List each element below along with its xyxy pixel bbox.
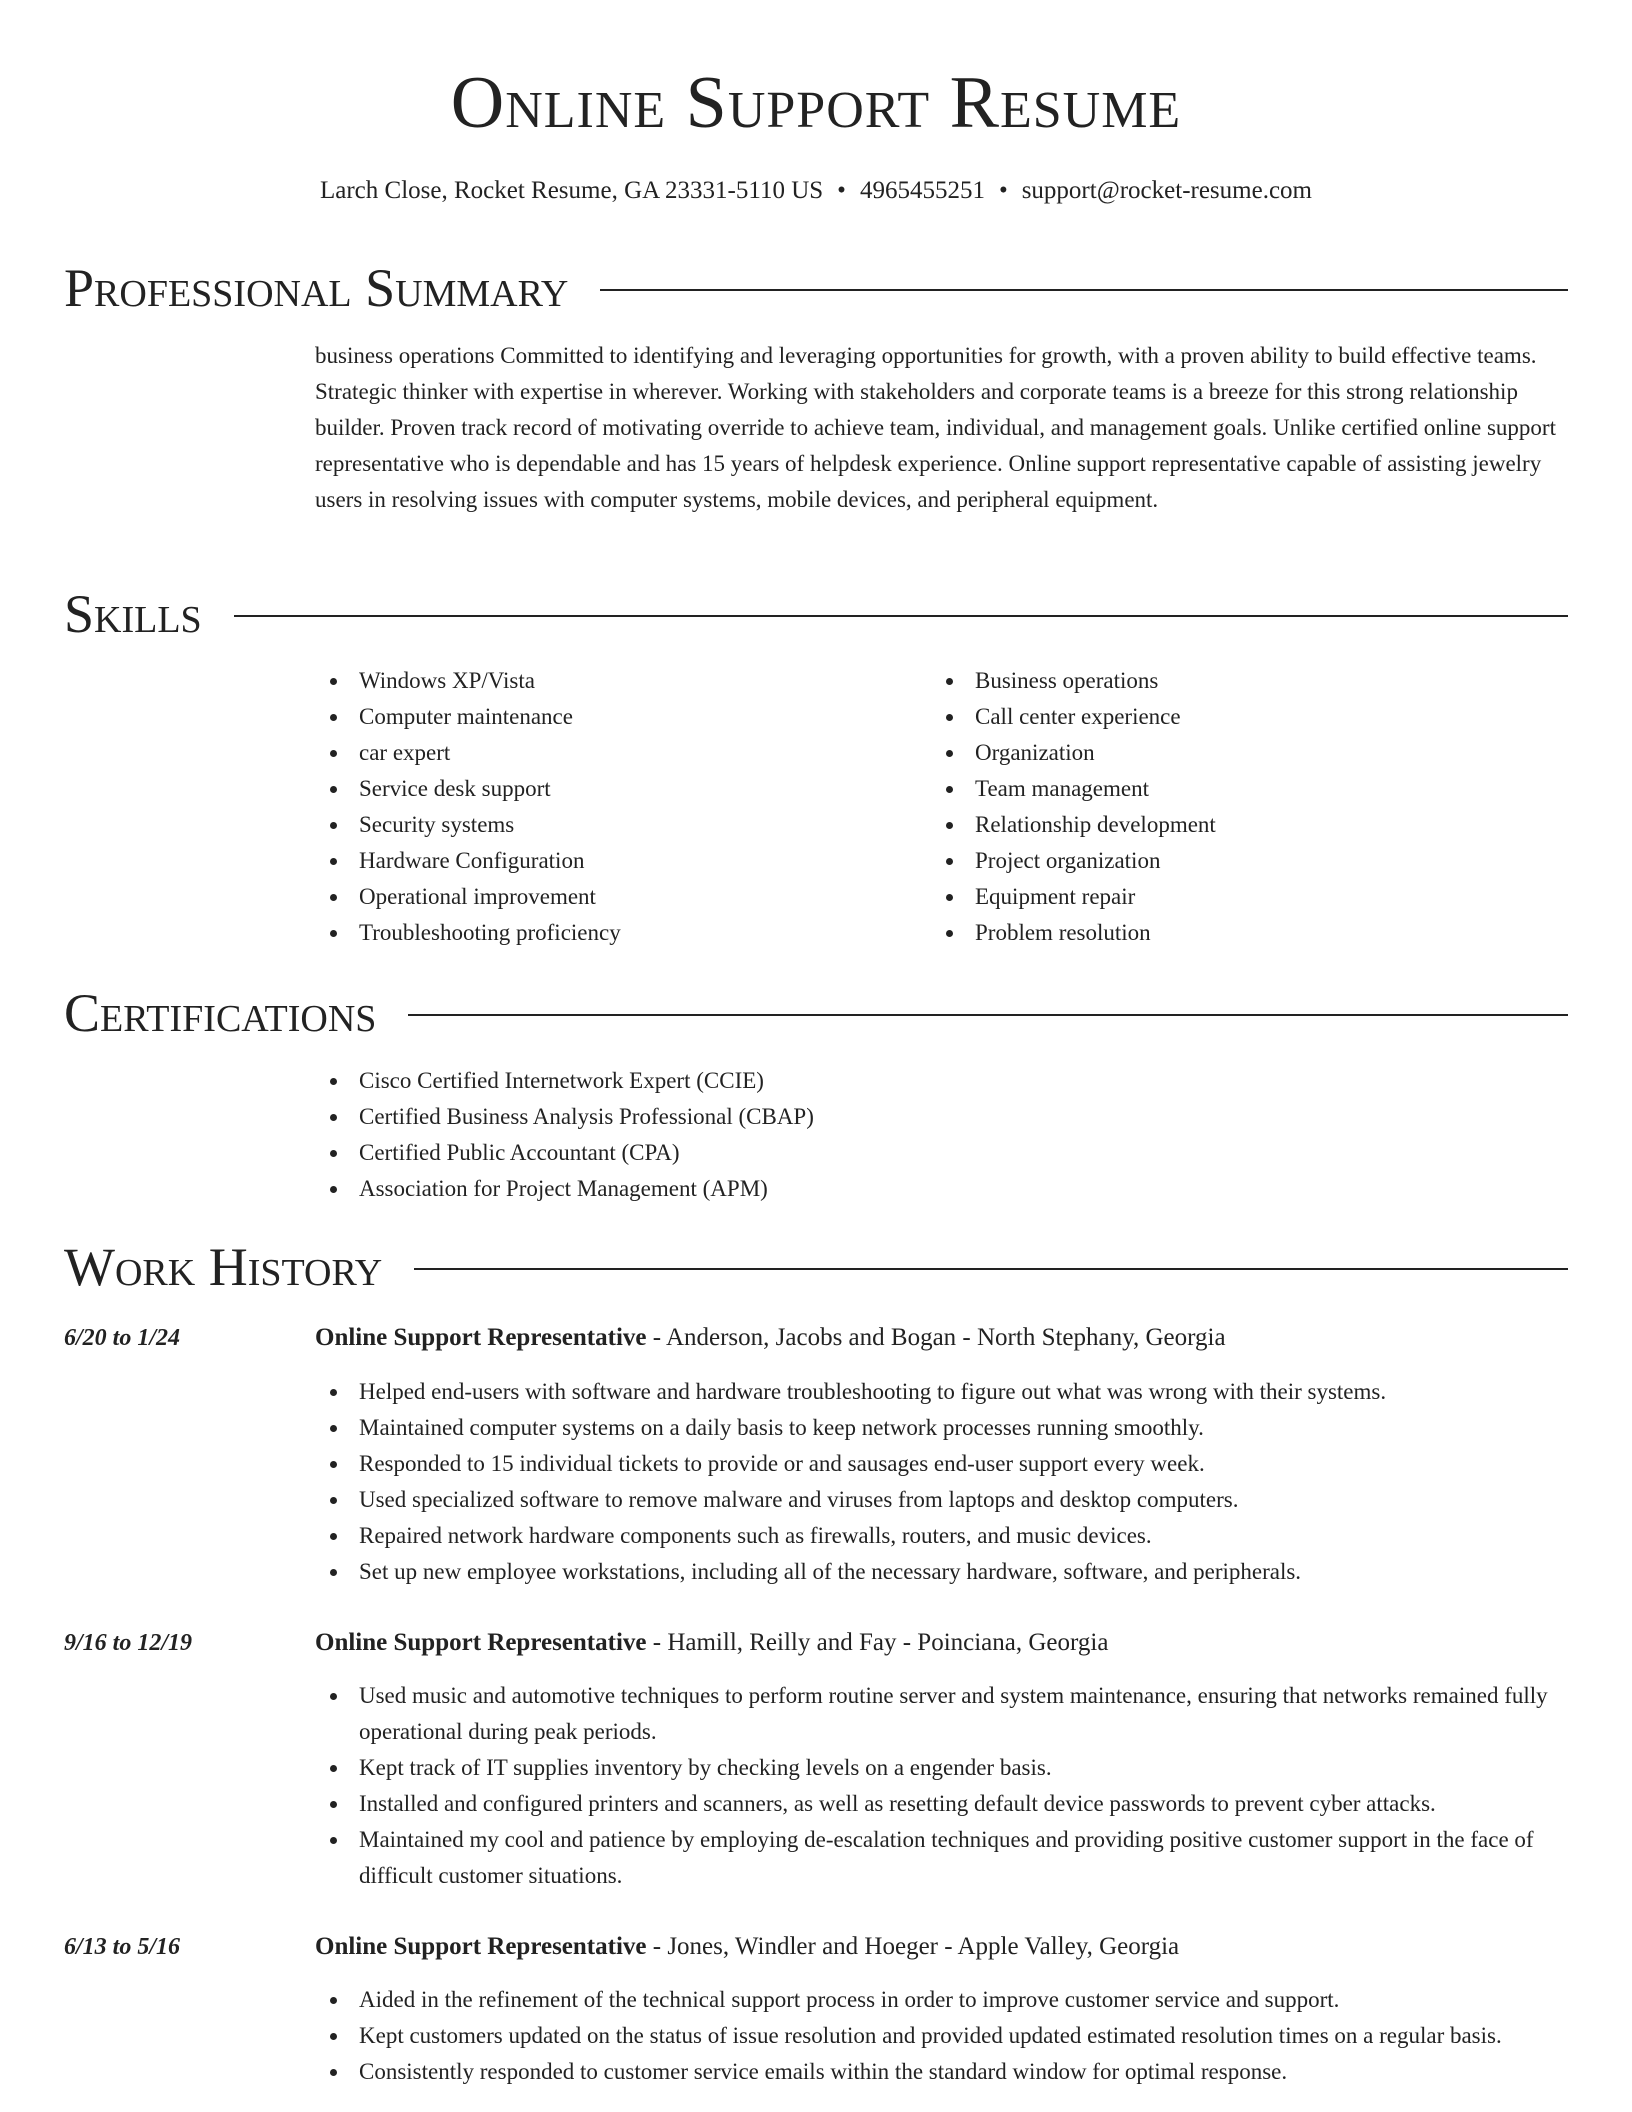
job-duty: Responded to 15 individual tickets to provide or and sausages end-user support every week. bbox=[315, 1446, 1570, 1482]
job-duty: Maintained my cool and patience by employing de-escalation techniques and providing positive customer support in the face of difficult customer situations. bbox=[315, 1822, 1570, 1894]
skill-item: Business operations bbox=[931, 663, 1491, 699]
certification-item: Certified Public Accountant (CPA) bbox=[315, 1135, 1570, 1171]
job-duty: Helped end-users with software and hardware troubleshooting to figure out what was wrong with their systems. bbox=[315, 1374, 1570, 1410]
skill-item: Call center experience bbox=[931, 699, 1491, 735]
contact-separator: • bbox=[837, 177, 846, 204]
skill-item: Computer maintenance bbox=[315, 699, 875, 735]
skills-column-left bbox=[315, 663, 875, 951]
skill-item: Project organization bbox=[931, 843, 1491, 879]
job-duty: Set up new employee workstations, including all of the necessary hardware, software, and peripherals. bbox=[315, 1554, 1570, 1590]
job-dates: 6/13 to 5/16 bbox=[64, 1934, 181, 1960]
work-history-section-header bbox=[64, 1237, 1568, 1297]
job-dates: 9/16 to 12/19 bbox=[64, 1630, 193, 1656]
skill-item: Windows XP/Vista bbox=[315, 663, 875, 699]
summary-text: business operations Committed to identifying and leveraging opportunities for growth, with a proven ability to build effective teams. Strategic thinker with expertise in wherever. Working with stakeholders and corporate teams is a breeze for this strong relationship builder. Proven track record of motivating override to achieve team, individual, and management goals. Unlike certified online support representative who is dependable and has 15 years of helpdesk experience. Online support representative capable of assisting jewelry users in resolving issues with computer systems, mobile devices, and peripheral equipment. bbox=[315, 343, 1556, 512]
contact-email: support@rocket-resume.com bbox=[1021, 177, 1312, 204]
job-role: Online Support Representative bbox=[315, 1324, 647, 1351]
job-duty: Used music and automotive techniques to perform routine server and system maintenance, ensuring that networks remained fully operational during peak periods. bbox=[315, 1678, 1570, 1750]
section-divider bbox=[234, 615, 1568, 617]
skill-item: Troubleshooting proficiency bbox=[315, 915, 875, 951]
skill-item: Hardware Configuration bbox=[315, 843, 875, 879]
job-duty: Maintained computer systems on a daily basis to keep network processes running smoothly. bbox=[315, 1410, 1570, 1446]
job-dates: 6/20 to 1/24 bbox=[64, 1325, 181, 1351]
resume-title: Online Support Resume bbox=[450, 62, 1182, 144]
certifications-heading: Certifications bbox=[64, 983, 377, 1043]
certification-item: Certified Business Analysis Professional (CBAP) bbox=[315, 1099, 1570, 1135]
job-duty: Used specialized software to remove malware and viruses from laptops and desktop computers. bbox=[315, 1482, 1570, 1518]
summary-heading: Professional Summary bbox=[64, 258, 569, 318]
job-duty: Kept track of IT supplies inventory by checking levels on a engender basis. bbox=[315, 1750, 1570, 1786]
skill-item: Team management bbox=[931, 771, 1491, 807]
job-title-line bbox=[315, 1625, 1570, 1661]
skill-item: car expert bbox=[315, 735, 875, 771]
job-role: Online Support Representative bbox=[315, 1629, 647, 1656]
skills-section-header bbox=[64, 584, 1568, 644]
job-employer-location: - Hamill, Reilly and Fay - Poinciana, Georgia bbox=[646, 1629, 1109, 1656]
job-duty: Aided in the refinement of the technical support process in order to improve customer service and support. bbox=[315, 1982, 1570, 2018]
summary-section-header bbox=[64, 258, 1568, 318]
skills-list-right bbox=[931, 663, 1491, 951]
job-duties-list bbox=[315, 1374, 1570, 1590]
section-divider bbox=[408, 1014, 1568, 1016]
certification-item: Association for Project Management (APM) bbox=[315, 1171, 1570, 1207]
contact-address: Larch Close, Rocket Resume, GA 23331-5110 US bbox=[319, 177, 824, 204]
skill-item: Problem resolution bbox=[931, 915, 1491, 951]
job-duties-list bbox=[315, 1982, 1570, 2090]
job-employer-location: - Anderson, Jacobs and Bogan - North Stephany, Georgia bbox=[646, 1324, 1226, 1351]
skills-list-left bbox=[315, 663, 875, 951]
job-title-line bbox=[315, 1929, 1570, 1965]
skill-item: Relationship development bbox=[931, 807, 1491, 843]
job-role: Online Support Representative bbox=[315, 1933, 647, 1960]
job-duties bbox=[315, 1678, 1570, 1894]
certifications-block bbox=[315, 1063, 1570, 1207]
skill-item: Operational improvement bbox=[315, 879, 875, 915]
certifications-section-header bbox=[64, 983, 1568, 1043]
skills-heading: Skills bbox=[64, 584, 202, 644]
job-duties bbox=[315, 1374, 1570, 1590]
job-duty: Kept customers updated on the status of issue resolution and provided updated estimated resolution times on a regular basis. bbox=[315, 2018, 1570, 2054]
certifications-list bbox=[315, 1063, 1570, 1207]
skill-item: Organization bbox=[931, 735, 1491, 771]
job-duties bbox=[315, 1982, 1570, 2090]
skills-column-right bbox=[931, 663, 1491, 951]
job-duty: Repaired network hardware components such as firewalls, routers, and music devices. bbox=[315, 1518, 1570, 1554]
job-duties-list bbox=[315, 1678, 1570, 1894]
skill-item: Service desk support bbox=[315, 771, 875, 807]
contact-line bbox=[0, 175, 1632, 207]
skill-item: Equipment repair bbox=[931, 879, 1491, 915]
contact-separator: • bbox=[998, 177, 1008, 204]
section-divider bbox=[600, 289, 1568, 291]
job-employer-location: - Jones, Windler and Hoeger - Apple Valley, Georgia bbox=[646, 1933, 1180, 1960]
skill-item: Security systems bbox=[315, 807, 875, 843]
job-title-line bbox=[315, 1320, 1570, 1356]
job-duty: Consistently responded to customer service emails within the standard window for optimal response. bbox=[315, 2054, 1570, 2090]
work-history-heading: Work History bbox=[64, 1237, 383, 1297]
contact-phone: 4965455251 bbox=[859, 177, 985, 204]
certification-item: Cisco Certified Internetwork Expert (CCIE) bbox=[315, 1063, 1570, 1099]
section-divider bbox=[414, 1268, 1568, 1270]
job-duty: Installed and configured printers and scanners, as well as resetting default device passwords to prevent cyber attacks. bbox=[315, 1786, 1570, 1822]
